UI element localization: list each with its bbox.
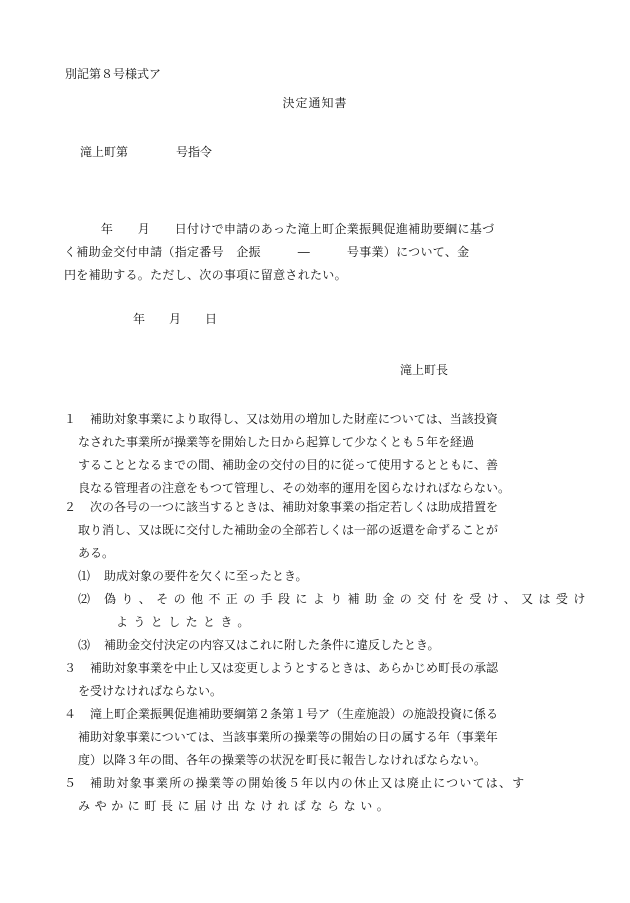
condition-number: ５: [64, 776, 77, 790]
condition-line: なされた事業所が操業等を開始した日から起算して少なくとも５年を経過: [78, 435, 475, 449]
subcondition-number: ⑴: [78, 569, 91, 583]
subcondition-number: ⑵: [78, 592, 91, 606]
subcondition-line: 補助金交付決定の内容又はこれに附した条件に違反したとき。: [104, 638, 440, 652]
notice-body-line: 年 月 日付けで申請のあった滝上町企業振興促進補助要綱に基づ: [64, 222, 495, 236]
condition-number: １: [64, 412, 77, 426]
issuer-name: 滝上町長: [400, 363, 449, 377]
notice-body-line: 円を補助する。ただし、次の事項に留意されたい。: [64, 268, 347, 282]
notice-body-line: く補助金交付申請（指定番号 企振 ― 号事業）について、金: [64, 245, 470, 259]
condition-line: 度）以降３年の間、各年の操業等の状況を町長に報告しなければならない。: [78, 753, 487, 767]
condition-line: みやかに町長に届け出なければならない。: [78, 799, 394, 813]
condition-line: 補助対象事業により取得し、又は効用の増加した財産については、当該投資: [90, 412, 498, 426]
condition-line: 補助対象事業については、当該事業所の操業等の開始の日の属する年（事業年: [78, 730, 498, 744]
subcondition-number: ⑶: [78, 638, 91, 652]
condition-number: ２: [64, 500, 77, 514]
document-number-prefix: 滝上町第: [80, 145, 129, 159]
condition-number: ４: [64, 707, 77, 721]
form-label: 別記第８号様式ア: [65, 67, 162, 81]
document-number: [80, 143, 212, 160]
notice-body: [64, 218, 574, 287]
condition-number: ３: [64, 661, 77, 675]
subcondition-line: 助成対象の要件を欠くに至ったとき。: [104, 569, 308, 583]
condition-line: 取り消し、又は既に交付した補助金の全部若しくは一部の返還を命ずることが: [78, 523, 499, 537]
condition-line: ある。: [78, 546, 115, 560]
condition-line: を受けなければならない。: [78, 684, 223, 698]
page-title: 決定通知書: [282, 96, 348, 110]
document-number-suffix: 号指令: [176, 145, 213, 159]
condition-line: 補助対象事業所の操業等の開始後５年以内の休止又は廃止については、す: [90, 776, 526, 790]
condition-line: 次の各号の一つに該当するときは、補助対象事業の指定若しくは助成措置を: [90, 500, 499, 514]
condition-line: 良なる管理者の注意をもつて管理し、その効率的運用を図らなければならない。: [78, 481, 511, 495]
subcondition-line: 偽り、その他不正の手段により補助金の交付を受け、又は受け: [104, 592, 591, 606]
condition-line: することとなるまでの間、補助金の交付の目的に従って使用するとともに、善: [78, 458, 499, 472]
condition-line: 補助対象事業を中止し又は変更しようとするときは、あらかじめ町長の承認: [90, 661, 499, 675]
subcondition-line: ようとしたとき。: [116, 615, 255, 629]
condition-line: 滝上町企業振興促進補助要綱第２条第１号ア（生産施設）の施設投資に係る: [90, 707, 499, 721]
issue-date: 年 月 日: [133, 312, 218, 326]
